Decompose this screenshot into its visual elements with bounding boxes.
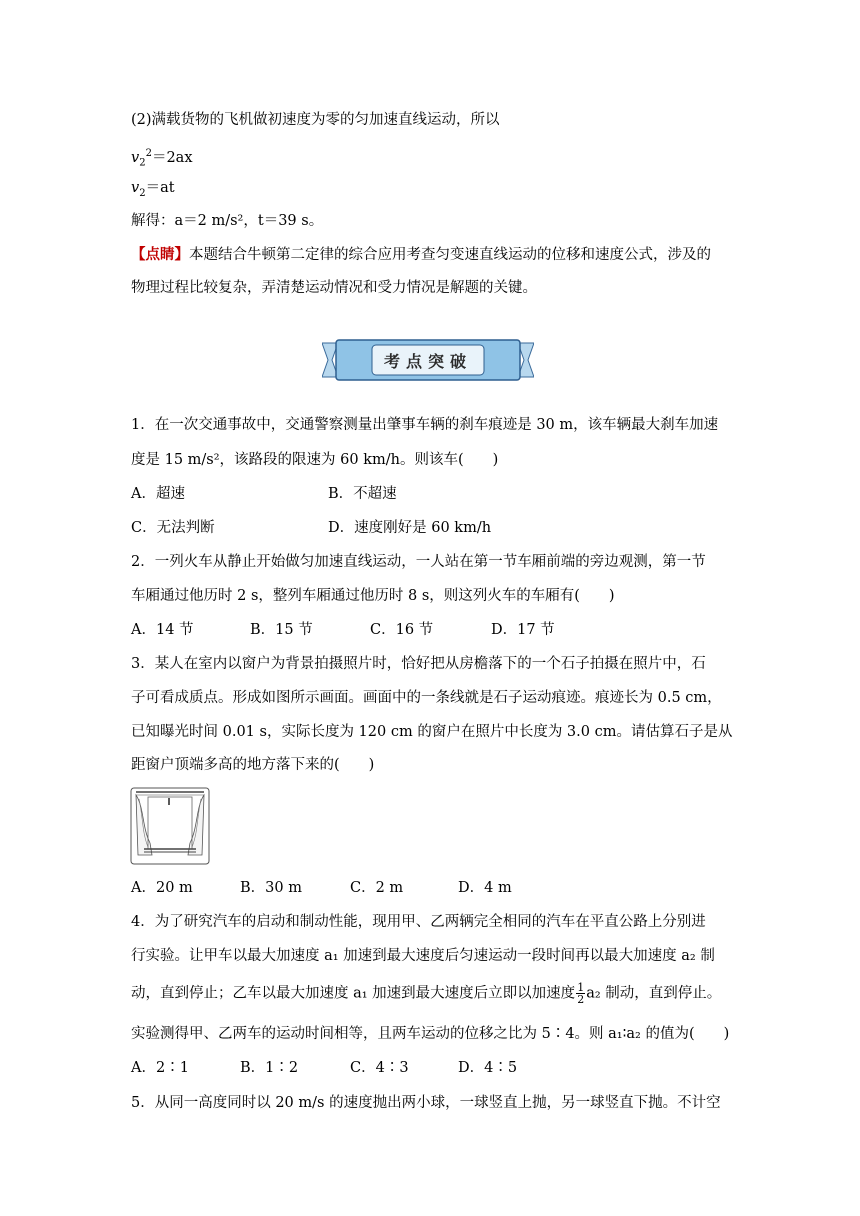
q1-option-a: A．超速 [131, 486, 185, 502]
q2-option-b: B．15 节 [250, 622, 313, 638]
equation-2: $v_2=at$ [131, 180, 175, 199]
equation-2-text: ＝at [145, 180, 175, 196]
tip-line-1 [131, 245, 711, 265]
q2-line-2: 车厢通过他历时 2 s，整列车厢通过他历时 8 s，则这列火车的车厢有( ) [131, 588, 615, 604]
q1-line-2: 度是 15 m/s²，该路段的限速为 60 km/h。则该车( ) [131, 452, 499, 468]
q2-option-c: C．16 节 [370, 622, 434, 638]
q3-line-2: 子可看成质点。形成如图所示画面。画面中的一条线就是石子运动痕迹。痕迹长为 0.5 cm， [131, 690, 722, 706]
q2-option-d: D．17 节 [491, 622, 555, 638]
q2-line-1: 2．一列火车从静止开始做匀加速直线运动，一人站在第一节车厢前端的旁边观测，第一节 [131, 554, 706, 570]
window-photo-figure [130, 787, 210, 865]
q1-option-c: C．无法判断 [131, 520, 215, 536]
section-banner [322, 339, 534, 381]
q3-option-c: C．2 m [350, 880, 404, 896]
q4-line-2: 行实验。让甲车以最大加速度 a₁ 加速到最大速度后匀速运动一段时间再以最大加速度 a₂ 制 [131, 948, 715, 964]
q4-line-3 [131, 982, 721, 1005]
equation-1-text: ＝2ax [151, 149, 193, 166]
fraction-one-half: $\frac{1}{2}$ [577, 981, 585, 1006]
q1-line-1: 1．在一次交通事故中，交通警察测量出肇事车辆的刹车痕迹是 30 m，该车辆最大刹车加速 [131, 417, 719, 433]
q4-line-3-tail: a₂ 制动，直到停止。 [586, 985, 722, 1002]
tip-text-1: 本题结合牛顿第二定律的综合应用考查匀变速直线运动的位移和速度公式，涉及的 [189, 247, 711, 263]
q4-option-a: A．2∶1 [131, 1060, 189, 1076]
q4-line-1: 4．为了研究汽车的启动和制动性能，现用甲、乙两辆完全相同的汽车在平直公路上分别进 [131, 914, 706, 930]
q1-option-d: D．速度刚好是 60 km/h [328, 520, 492, 536]
equation-1: $v_2^2=2ax$ [131, 148, 193, 169]
q3-option-a: A．20 m [131, 880, 193, 896]
q4-line-4: 实验测得甲、乙两车的运动时间相等，且两车运动的位移之比为 5∶4。则 a₁∶a₂ 的值为( ) [131, 1026, 730, 1042]
q4-line-3-text: 动，直到停止；乙车以最大加速度 a₁ 加速到最大速度后立即以加速度 [131, 985, 576, 1002]
q3-line-4: 距窗户顶端多高的地方落下来的( ) [131, 757, 375, 773]
solution-result: 解得：a＝2 m/s²，t＝39 s。 [131, 213, 324, 229]
tip-tag: 【点睛】 [131, 246, 189, 263]
banner-title: 考点突破 [383, 352, 473, 371]
solution-line-1: (2)满载货物的飞机做初速度为零的匀加速直线运动，所以 [131, 112, 500, 128]
tip-line-2: 物理过程比较复杂，弄清楚运动情况和受力情况是解题的关键。 [131, 280, 537, 296]
q3-option-b: B．30 m [240, 880, 302, 896]
q4-option-d: D．4∶5 [458, 1060, 518, 1076]
q3-line-1: 3．某人在室内以窗户为背景拍摄照片时，恰好把从房檐落下的一个石子拍摄在照片中，石 [131, 656, 706, 672]
q3-option-d: D．4 m [458, 880, 512, 896]
q2-option-a: A．14 节 [131, 622, 194, 638]
q4-option-b: B．1∶2 [240, 1060, 299, 1076]
q4-option-c: C．4∶3 [350, 1060, 409, 1076]
q3-line-3: 已知曝光时间 0.01 s，实际长度为 120 cm 的窗户在照片中长度为 3.0 cm。请估算石子是从 [131, 724, 733, 740]
q5-line-1: 5．从同一高度同时以 20 m/s 的速度抛出两小球，一球竖直上抛，另一球竖直下抛。不计空 [131, 1095, 721, 1111]
q1-option-b: B．不超速 [328, 486, 397, 502]
